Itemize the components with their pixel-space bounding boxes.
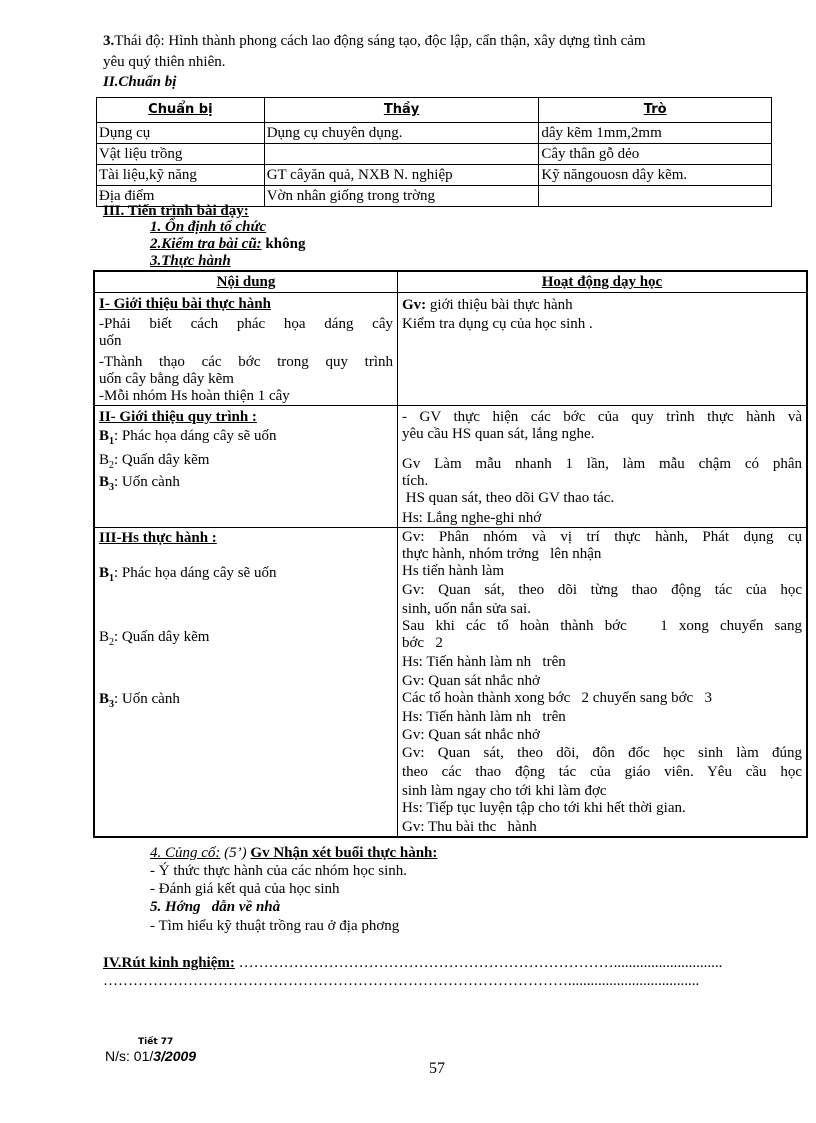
table-cell: Vờn nhân giống trong trờng (264, 186, 539, 207)
header-content: Nội dung (94, 271, 398, 293)
table-row (94, 528, 807, 838)
table-row (97, 123, 772, 144)
preparation-table (96, 97, 772, 207)
section-3-item-1: 1. Ổn định tổ chức (150, 219, 267, 235)
homework-item: - Tìm hiểu kỹ thuật trồng rau ở địa phơng (150, 918, 400, 934)
section-2-title: II.Chuẩn bị (103, 74, 177, 90)
table-cell (539, 186, 772, 207)
attitude-line-1: 3.Thái độ: Hình thành phong cách lao động sáng tạo, độc lập, cẩn thận, xây dựng tình cảm (103, 33, 646, 49)
table-cell: Vật liệu trồng (97, 144, 265, 165)
row-1-activities: Gv: giới thiệu bài thực hành Kiểm tra dụng cụ của học sinh . (398, 293, 808, 406)
table-cell (264, 144, 539, 165)
date-line: N/s: 01/3/2009 (105, 1048, 197, 1064)
header-teacher: Thầy (264, 98, 539, 123)
row-1-content: I- Giới thiệu bài thực hành -Phải biết cách phác họa dáng cây uốn -Thành thạo các bớc trong quy trình uốn cây bằng dây kẽm -Mỗi nhóm Hs hoàn thiện 1 cây (94, 293, 398, 406)
table-cell: GT câyăn quả, NXB N. nghiệp (264, 165, 539, 186)
page-number: 57 (429, 1060, 445, 1077)
attitude-line-2: yêu quý thiên nhiên. (103, 54, 226, 70)
consolidation-heading: 4. Củng cố: (5’) Gv Nhận xét buổi thực hành: (150, 845, 438, 861)
table-row (94, 406, 807, 528)
table-cell: Địa điểm (97, 186, 265, 207)
consolidation-item-1: - Ý thức thực hành của các nhóm học sinh. (150, 863, 408, 879)
procedure-table (93, 270, 808, 838)
table-row (94, 293, 807, 406)
row-2-content: II- Giới thiệu quy trình : $B_1$: Phác họa dáng cây sẽ uốn $B_2$: Quấn dây kẽm $B_3$: Uốn cành (94, 406, 398, 528)
section-3-item-2: 2.Kiểm tra bài cũ: không (150, 236, 306, 252)
table-row (97, 165, 772, 186)
table-row (97, 144, 772, 165)
table-cell: Dụng cụ (97, 123, 265, 144)
experience-dots: …………………………………………………………………………………................................... (103, 973, 700, 989)
preparation-header-row (97, 98, 772, 123)
procedure-header-row (94, 271, 807, 293)
homework-title: 5. Hớng dẫn về nhà (150, 899, 281, 915)
header-prep: Chuẩn bị (97, 98, 265, 123)
header-student: Trò (539, 98, 772, 123)
table-cell: Dụng cụ chuyên dụng. (264, 123, 539, 144)
table-cell: Tài liệu,kỹ năng (97, 165, 265, 186)
experience-line: IV.Rút kinh nghiệm: …………………………………………………………………............................. (103, 955, 723, 971)
lesson-number: Tiết 77 (138, 1037, 174, 1047)
table-cell: Cây thân gỗ dẻo (539, 144, 772, 165)
header-activities: Hoạt động dạy học (398, 271, 808, 293)
row-2-activities: - GV thực hiện các bớc của quy trình thực hành và yêu cầu HS quan sát, lắng nghe. Gv Làm mẫu nhanh 1 lần, làm mẫu chậm có phân tích. HS quan sát, theo dõi GV thao tác. Hs: Lắng nghe-ghi nhớ (398, 406, 808, 528)
row-3-activities: Gv: Phân nhóm và vị trí thực hành, Phát dụng cụ thực hành, nhóm trởng lên nhận Hs tiến hành làm Gv: Quan sát, theo dõi từng thao động tác của học sinh, uốn nắn sửa sai. Sau khi các tổ hoàn thành bớc 1 xong chuyển sang bớc 2 Hs: Tiến hành làm nh trên Gv: Quan sát nhắc nhở Các tổ hoàn thành xong bớc 2 chuyển sang bớc 3 Hs: Tiến hành làm nh trên Gv: Quan sát nhắc nhở Gv: Quan sát, theo dõi, đôn đốc học sinh làm đúng theo các thao động tác của giáo viên. Yêu cầu học sinh làm ngay cho tới khi làm đợc Hs: Tiếp tục luyện tập cho tới khi hết thời gian. Gv: Thu bài thc hành (398, 528, 808, 838)
consolidation-item-2: - Đánh giá kết quả của học sinh (150, 881, 340, 897)
row-3-content: III-Hs thực hành : $B_1$: Phác họa dáng cây sẽ uốn $B_2$: Quấn dây kẽm $B_3$: Uốn cành (94, 528, 398, 838)
section-3-title: III. Tiến trình bài dạy: (103, 203, 249, 219)
table-cell: Kỹ năngouosn dây kẽm. (539, 165, 772, 186)
section-3-item-3: 3.Thực hành (150, 253, 231, 269)
table-cell: dây kẽm 1mm,2mm (539, 123, 772, 144)
